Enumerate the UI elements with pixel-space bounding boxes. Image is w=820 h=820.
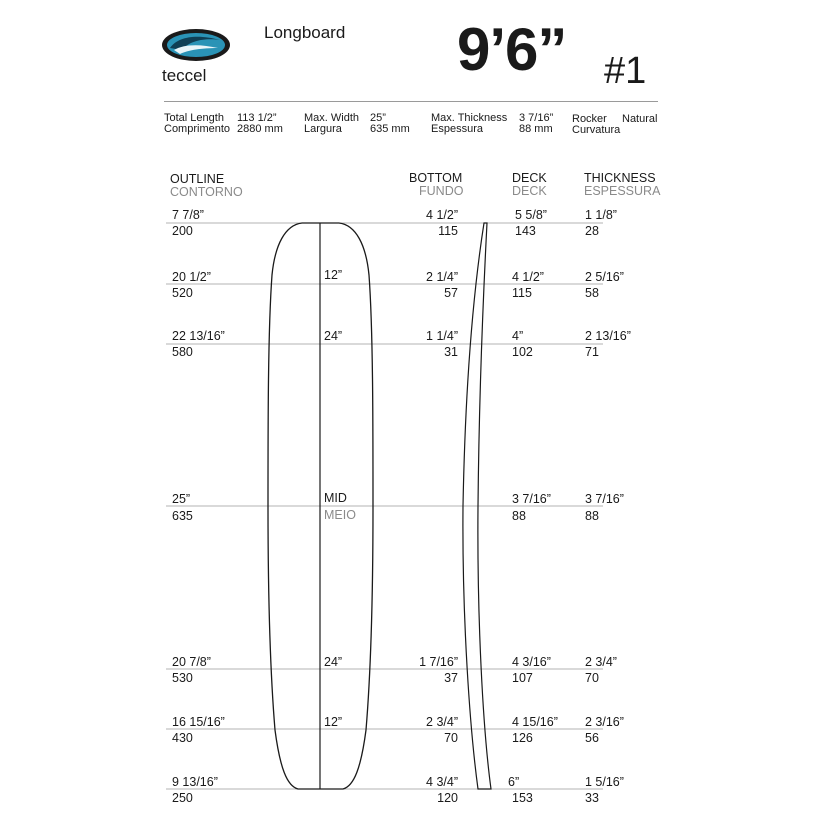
bottom-met: 37 [444,671,458,685]
svg-text:teccel: teccel [162,66,207,84]
spec-width-value: 25” 635 mm [370,112,410,135]
deck-imp: 4 15/16” [512,715,558,729]
bottom-imp: 2 3/4” [426,715,458,729]
outline-imp: 20 1/2” [172,270,211,284]
spec-thickness-value: 3 7/16” 88 mm [519,112,554,135]
thick-met: 33 [585,791,599,805]
outline-met: 200 [172,224,193,238]
deck-met: 102 [512,345,533,359]
outline-met: 530 [172,671,193,685]
thick-imp: 2 3/16” [585,715,624,729]
thick-met: 88 [585,509,599,523]
bottom-met: 31 [444,345,458,359]
bottom-imp: 1 1/4” [426,329,458,343]
outline-imp: 9 13/16” [172,775,218,789]
header-outline: OUTLINE CONTORNO [170,172,243,199]
outline-imp: 16 15/16” [172,715,225,729]
header-bottom: BOTTOM FUNDO [409,171,464,198]
deck-imp: 5 5/8” [515,208,547,222]
spec-length-value: 113 1/2” 2880 mm [237,112,283,135]
deck-imp: 4 1/2” [512,270,544,284]
deck-met: 115 [512,286,532,300]
station-marker: 24” [324,329,343,343]
model-name: Longboard [264,23,346,42]
deck-imp: 4” [512,329,524,343]
thick-met: 70 [585,671,599,685]
deck-met: 153 [512,791,533,805]
deck-imp: 4 3/16” [512,655,551,669]
bottom-imp: 4 1/2” [426,208,458,222]
deck-met: 88 [512,509,526,523]
header-deck: DECK DECK [512,171,547,198]
thick-met: 28 [585,224,599,238]
deck-met: 126 [512,731,533,745]
station-marker: 12” [324,715,343,729]
thick-met: 58 [585,286,599,300]
outline-met: 430 [172,731,193,745]
outline-imp: 7 7/8” [172,208,204,222]
board-number: #1 [604,50,647,92]
spec-width-label: Max. Width Largura [304,112,360,135]
station-marker: 24” [324,655,343,669]
deck-met: 143 [515,224,536,238]
thick-met: 71 [585,345,599,359]
board-size: 9’6” [457,16,567,83]
deck-imp: 3 7/16” [512,492,551,506]
outline-met: 520 [172,286,193,300]
outline-imp: 25” [172,492,191,506]
header-thickness: THICKNESS ESPESSURA [584,171,661,198]
bottom-met: 57 [444,286,458,300]
outline-met: 250 [172,791,193,805]
bottom-met: 70 [444,731,458,745]
spec-thickness-label: Max. Thickness Espessura [431,112,508,135]
thick-imp: 2 5/16” [585,270,624,284]
outline-imp: 20 7/8” [172,655,211,669]
thick-met: 56 [585,731,599,745]
bottom-imp: 2 1/4” [426,270,458,284]
thick-imp: 2 13/16” [585,329,631,343]
thick-imp: 2 3/4” [585,655,617,669]
spec-rocker-value: Natural [622,113,658,125]
bottom-met: 115 [438,224,458,238]
thick-imp: 3 7/16” [585,492,624,506]
station-marker-pt: MEIO [324,508,356,522]
outline-imp: 22 13/16” [172,329,225,343]
deck-imp: 6” [508,775,520,789]
station-marker: MID [324,491,347,505]
station-marker: 12” [324,268,343,282]
bottom-met: 120 [437,791,458,805]
spec-length-label: Total Length Comprimento [164,112,231,135]
thick-imp: 1 5/16” [585,775,624,789]
bottom-imp: 4 3/4” [426,775,458,789]
outline-met: 635 [172,509,193,523]
bottom-imp: 1 7/16” [419,655,458,669]
thick-imp: 1 1/8” [585,208,617,222]
outline-met: 580 [172,345,193,359]
spec-rocker-label: Rocker Curvatura [572,113,621,136]
deck-met: 107 [512,671,533,685]
